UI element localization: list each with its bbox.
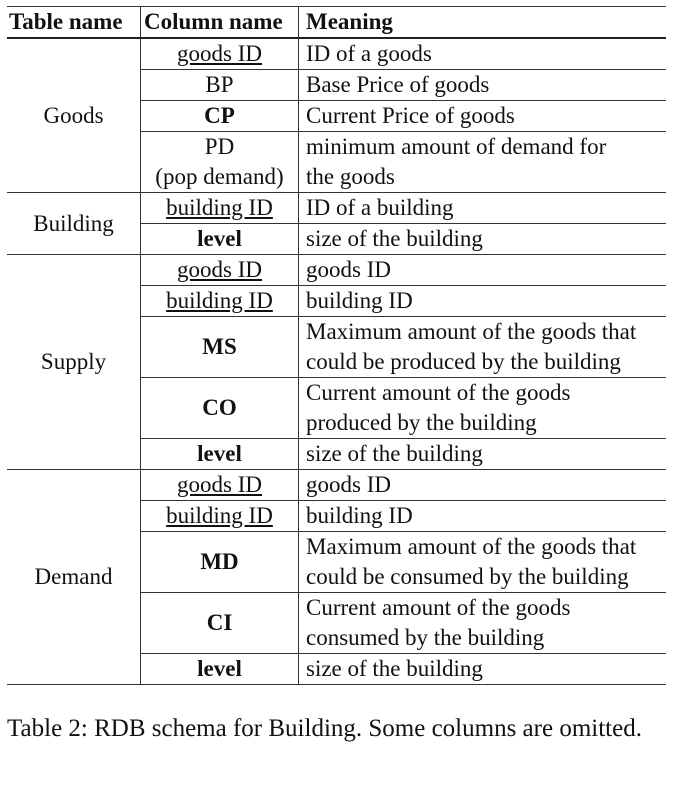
meaning-text: building ID [306,288,413,313]
meaning-text: size of the building [306,441,483,466]
meaning-cell [299,132,667,193]
column-name: building ID [166,195,273,220]
meaning-cell [299,255,667,286]
meaning-cell [299,193,667,224]
table-caption: Table 2: RDB schema for Building. Some columns are omitted. [7,715,642,742]
meaning-cell [299,470,667,501]
meaning-cell [299,501,667,532]
column-name-cell [141,654,299,685]
table-row [7,38,666,70]
column-name: MS [202,334,237,359]
meaning-text-line2: produced by the building [306,410,537,435]
meaning-text: ID of a goods [306,41,432,66]
meaning-cell [299,439,667,470]
meaning-cell [299,286,667,317]
column-name-cell [141,317,299,378]
table-header-row [7,7,666,39]
meaning-text: Current Price of goods [306,103,515,128]
meaning-text: Base Price of goods [306,72,490,97]
column-name-cell [141,378,299,439]
column-name-cell [141,224,299,255]
table-body [7,38,666,685]
meaning-text: minimum amount of demand for [306,134,607,159]
table-name-cell: Goods [7,38,141,193]
column-name-cell [141,532,299,593]
column-name: PD [204,134,235,159]
column-name-cell [141,38,299,70]
column-name: level [197,226,242,251]
column-name: CI [206,610,233,635]
meaning-text: size of the building [306,226,483,251]
table-row [7,193,666,224]
column-name-cell [141,286,299,317]
meaning-text: Current amount of the goods [306,595,571,620]
column-name-cell [141,501,299,532]
column-name-cell [141,439,299,470]
header-meaning: Meaning [299,7,667,39]
meaning-cell [299,654,667,685]
table-name-cell: Supply [7,255,141,470]
table-name-cell: Demand [7,470,141,685]
meaning-cell [299,317,667,378]
column-name-cell [141,470,299,501]
meaning-text-line2: could be produced by the building [306,349,621,374]
meaning-cell [299,593,667,654]
column-name: goods ID [177,41,262,66]
column-name: goods ID [177,257,262,282]
column-name-cell [141,593,299,654]
column-name: goods ID [177,472,262,497]
meaning-cell [299,378,667,439]
meaning-text: Maximum amount of the goods that [306,534,637,559]
rdb-schema-table [7,6,666,685]
column-name-cell [141,101,299,132]
column-name-cell [141,193,299,224]
column-name-line2: (pop demand) [155,164,284,189]
meaning-text-line2: the goods [306,164,395,189]
meaning-cell [299,101,667,132]
meaning-text: Current amount of the goods [306,380,571,405]
column-name-cell [141,70,299,101]
table-name-cell: Building [7,193,141,255]
meaning-text: size of the building [306,656,483,681]
column-name: MD [200,549,239,574]
meaning-text: Maximum amount of the goods that [306,319,637,344]
meaning-text: goods ID [306,472,391,497]
column-name: CO [202,395,237,420]
meaning-cell [299,70,667,101]
meaning-cell [299,532,667,593]
column-name-cell [141,255,299,286]
column-name: BP [205,72,234,97]
header-table-name: Table name [7,7,141,39]
column-name: building ID [166,503,273,528]
meaning-cell [299,38,667,70]
meaning-text: ID of a building [306,195,454,220]
column-name: level [197,656,242,681]
column-name: level [197,441,242,466]
column-name: building ID [166,288,273,313]
meaning-text: goods ID [306,257,391,282]
column-name: CP [204,103,235,128]
table-row [7,470,666,501]
column-name-cell [141,132,299,193]
header-column-name: Column name [141,7,299,39]
meaning-cell [299,224,667,255]
meaning-text-line2: could be consumed by the building [306,564,629,589]
table-row [7,255,666,286]
meaning-text: building ID [306,503,413,528]
meaning-text-line2: consumed by the building [306,625,545,650]
